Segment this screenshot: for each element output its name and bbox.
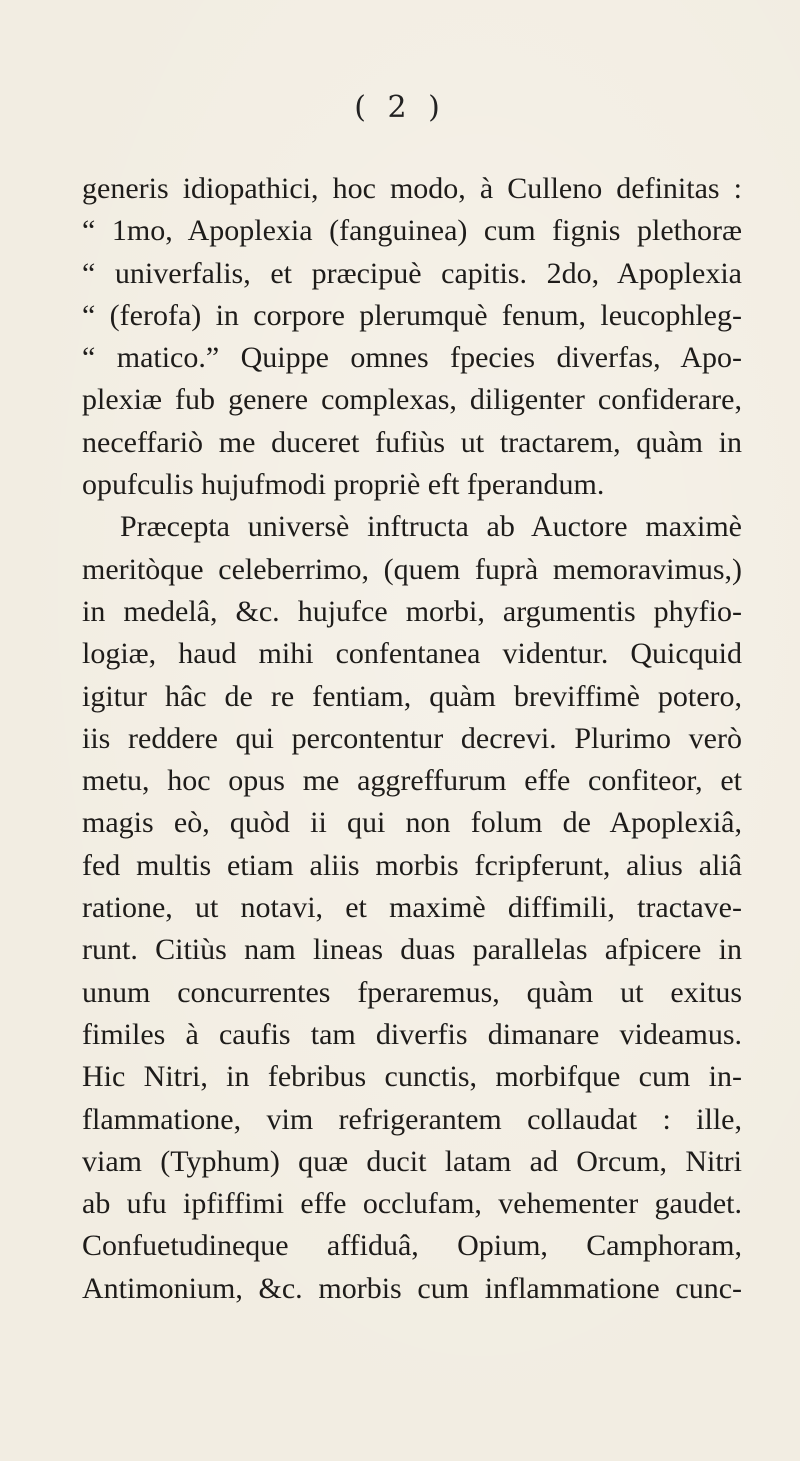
- text-line: meritòque celeberrimo, (quem fuprà memoravimus,): [82, 552, 742, 586]
- text-line: viam (Typhum) quæ ducit latam ad Orcum, Nitri: [82, 1144, 742, 1178]
- text-line: neceffariò me duceret fufiùs ut tractarem, quàm in: [82, 425, 742, 459]
- text-line: “ univerfalis, et præcipuè capitis. 2do, Apoplexia: [82, 256, 742, 290]
- body-text: [82, 168, 742, 1310]
- text-line: ratione, ut notavi, et maximè diffimili, tractave-: [82, 891, 742, 925]
- text-line: fed multis etiam aliis morbis fcripferunt, alius aliâ: [82, 848, 742, 882]
- text-line: iis reddere qui percontentur decrevi. Plurimo verò: [82, 721, 742, 755]
- text-line: fimiles à caufis tam diverfis dimanare videamus.: [82, 1017, 742, 1051]
- text-line: Præcepta universè inftructa ab Auctore maximè: [120, 510, 742, 544]
- text-line: generis idiopathici, hoc modo, à Culleno definitas :: [82, 172, 742, 205]
- text-line: magis eò, quòd ii qui non folum de Apoplexiâ,: [82, 806, 742, 840]
- text-line: ab ufu ipfiffimi effe occlufam, vehementer gaudet.: [82, 1187, 742, 1221]
- page-number: ( 2 ): [354, 90, 446, 125]
- text-line: “ 1mo, Apoplexia (fanguinea) cum fignis plethoræ: [82, 214, 742, 248]
- text-line: Confuetudineque affiduâ, Opium, Camphoram,: [82, 1229, 742, 1263]
- text-line: opufculis hujufmodi propriè eft fperandum.: [82, 468, 605, 502]
- text-line: plexiæ fub genere complexas, diligenter confiderare,: [82, 383, 742, 417]
- text-line: logiæ, haud mihi confentanea videntur. Quicquid: [82, 637, 742, 671]
- text-line: igitur hâc de re fentiam, quàm breviffimè potero,: [82, 679, 742, 713]
- text-line: Hic Nitri, in febribus cunctis, morbifque cum in-: [82, 1060, 742, 1094]
- text-line: runt. Citiùs nam lineas duas parallelas afpicere in: [82, 933, 742, 967]
- text-line: “ matico.” Quippe omnes fpecies diverfas, Apo-: [82, 341, 742, 375]
- text-line: in medelâ, &c. hujufce morbi, argumentis phyfio-: [82, 594, 742, 628]
- text-line: “ (ferofa) in corpore plerumquè fenum, leucophleg-: [82, 298, 742, 332]
- text-line: flammatione, vim refrigerantem collaudat : ille,: [82, 1102, 742, 1136]
- text-line: unum concurrentes fperaremus, quàm ut exitus: [82, 975, 742, 1009]
- text-line: metu, hoc opus me aggreffurum effe confiteor, et: [82, 764, 742, 798]
- text-line: Antimonium, &c. morbis cum inflammatione cunc-: [82, 1271, 742, 1305]
